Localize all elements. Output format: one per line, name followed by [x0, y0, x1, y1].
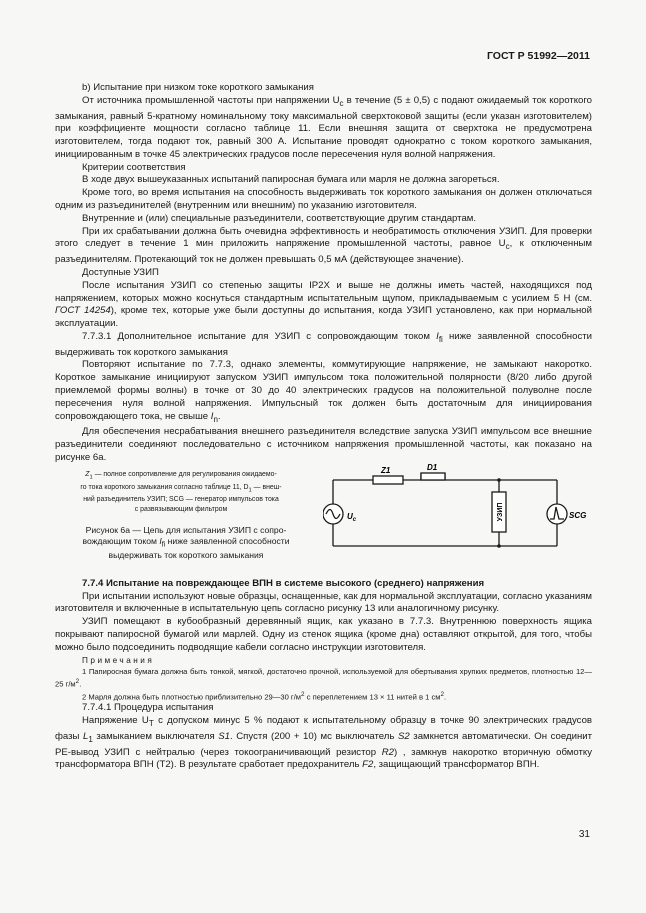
paragraph: Повторяют испытание по 7.7.3, однако элементы, коммутирующие напряжение, не замыкают накоротко. Короткое замыкание инициируют запуском УЗИП импульсом тока положительной полярности (8/20 либо другой приемлемой формы волны) в точке от 30 до 40 электрических градусов на положительной полуволне после пересечения нуля волной напряжения. Импульсный ток должен быть достаточным для инициирования сопровождающего тока, не свыше $I_n$.: [55, 359, 592, 424]
paragraph: Кроме того, во время испытания на способность выдерживать ток короткого замыкания он должен отключаться одним из разъединителей (внутренним или внешним) по указанию изготовителя.: [55, 187, 592, 212]
section-7731-title: 7.7.3.1 Дополнительное испытание для УЗИП с сопровождающим током $I_{fi}$ ниже заявленной способности выдерживать ток короткого замыкания: [55, 330, 592, 358]
disconnector-d1: [421, 473, 445, 480]
section-7741-title: 7.7.4.1 Процедура испытания: [82, 702, 214, 714]
figure-legend: $Z_1$ — полное сопротивление для регулирования ожидаемо- го тока короткого замыкания согласно таблице 11, $D_1$ — внеш- ний разъединитель УЗИП; SCG — генератор импульсов тока с развязывающим фильтром: [80, 470, 282, 513]
circuit-diagram: [323, 464, 591, 564]
paragraph: При их срабатывании должна быть очевидна эффективность и необратимость отключения УЗИП. Для проверки этого следует в течение 1 мин приложить напряжение промышленной частоты, равное $U_c$, к отключенным разъединителям. Протекающий ток не должен превышать 0,5 мА (действующее значение).: [55, 225, 592, 266]
figure-caption: Рисунок 6а — Цепь для испытания УЗИП с сопро- вождающим током $I_{fi}$ ниже заявленной способности выдерживать ток короткого замыкания: [82, 524, 290, 561]
paragraph: При испытании используют новые образцы, оснащенные, как для нормальной эксплуатации, согласно указаниям изготовителя и включенные в испытательную цепь согласно рисунку 13 или аналогичному рисунку.: [55, 590, 592, 615]
access-title: Доступные УЗИП: [82, 266, 159, 278]
paragraph: От источника промышленной частоты при напряжении $U_c$ в течение (5 ± 0,5) с подают ожидаемый ток короткого замыкания, равный 5-кратному номинальному току максимальной сверхтоковой защиты (если указан изготовителем) при коэффициенте мощности согласно таблице 11. Если внешняя защита от сверхтока не предусмотрена изготовителем, тогда подают ток, равный 300 А. Испытание проводят однократно с током короткого замыкания, инициированным в точке 45 электрических градусов после пересечения нуля волной напряжения.: [55, 94, 593, 160]
notes-title: Примечания: [82, 655, 155, 665]
paragraph: Напряжение $U_T$ с допуском минус 5 % подают к испытательному образцу в точке 90 электрических градусов фазы $L_1$ замыканием выключателя S1. Спустя (200 + 10) мс выключатель S2 замкнется автоматически. Он соединит PE-вывод УЗИП с нейтралью (через токоограничивающий резистор R2) , замкнув накоротко вторичную обмотку трансформатора ВПН (Т2). В результате сработает предохранитель F2, защищающий трансформатор ВПН.: [55, 715, 592, 771]
document-body: [55, 82, 592, 772]
resistor-z1: [373, 476, 403, 484]
label-uzip: УЗИП: [497, 502, 504, 522]
label-scg: SCG: [569, 510, 587, 520]
node-dot: [497, 544, 501, 548]
criteria-title: Критерии соответствия: [82, 161, 186, 173]
node-dot: [497, 478, 501, 482]
paragraph: После испытания УЗИП со степенью защиты IP2X и выше не должны иметь частей, находящихся под напряжением, которых можно коснуться стандартным испытательным щупом, прикладываемым с усилием 5 Н (см. ГОСТ 14254), кроме тех, которые уже были доступны до испытания, когда УЗИП установлено, как при нормальной эксплуатации.: [55, 279, 592, 330]
section-774-title: 7.7.4 Испытание на повреждающее ВПН в системе высокого (среднего) напряжения: [82, 577, 485, 589]
paragraph: УЗИП помещают в кубообразный деревянный ящик, как указано в 7.7.3. Внутреннюю поверхность ящика покрывают папиросной бумагой или марлей. Одну из стенок ящика (кроме дна) оставляют открытой, для того, чтобы можно было подсоединить подводящие кабели согласно инструкции изготовителя.: [55, 616, 592, 653]
subsection-b-title: b) Испытание при низком токе короткого замыкания: [82, 82, 314, 93]
figure-6a: [55, 463, 592, 570]
note-2: 2 Марля должна быть плотностью приблизительно 29—30 $г/м^2$ с переплетением 13 × 11 нитей в 1 $см^2$.: [82, 690, 447, 702]
label-z1: Z1: [381, 465, 391, 475]
note-1: 1 Папиросная бумага должна быть тонкой, мягкой, достаточно прочной, используемой для обертывания хрупких предметов, плотностью 12—25 $г/м^2$.: [55, 667, 592, 689]
standard-reference: ГОСТ 14254: [55, 305, 111, 317]
paragraph: В ходе двух вышеуказанных испытаний папиросная бумага или марля не должна загореться.: [82, 174, 500, 186]
paragraph: Внутренние и (или) специальные разъединители, соответствующие другим стандартам.: [82, 212, 477, 224]
paragraph: Для обеспечения несрабатывания внешнего разъединителя вследствие запуска УЗИП импульсом все внешние разъединители соединяют последовательно с источником напряжения промышленной частоты, как показано на рисунке 6а.: [55, 426, 592, 463]
document-id: ГОСТ Р 51992—2011: [486, 50, 590, 62]
label-uc: $U_c$: [347, 511, 357, 523]
page-number: 31: [578, 829, 590, 840]
impulse-generator-icon: [547, 504, 567, 524]
label-d1: D1: [427, 463, 438, 472]
